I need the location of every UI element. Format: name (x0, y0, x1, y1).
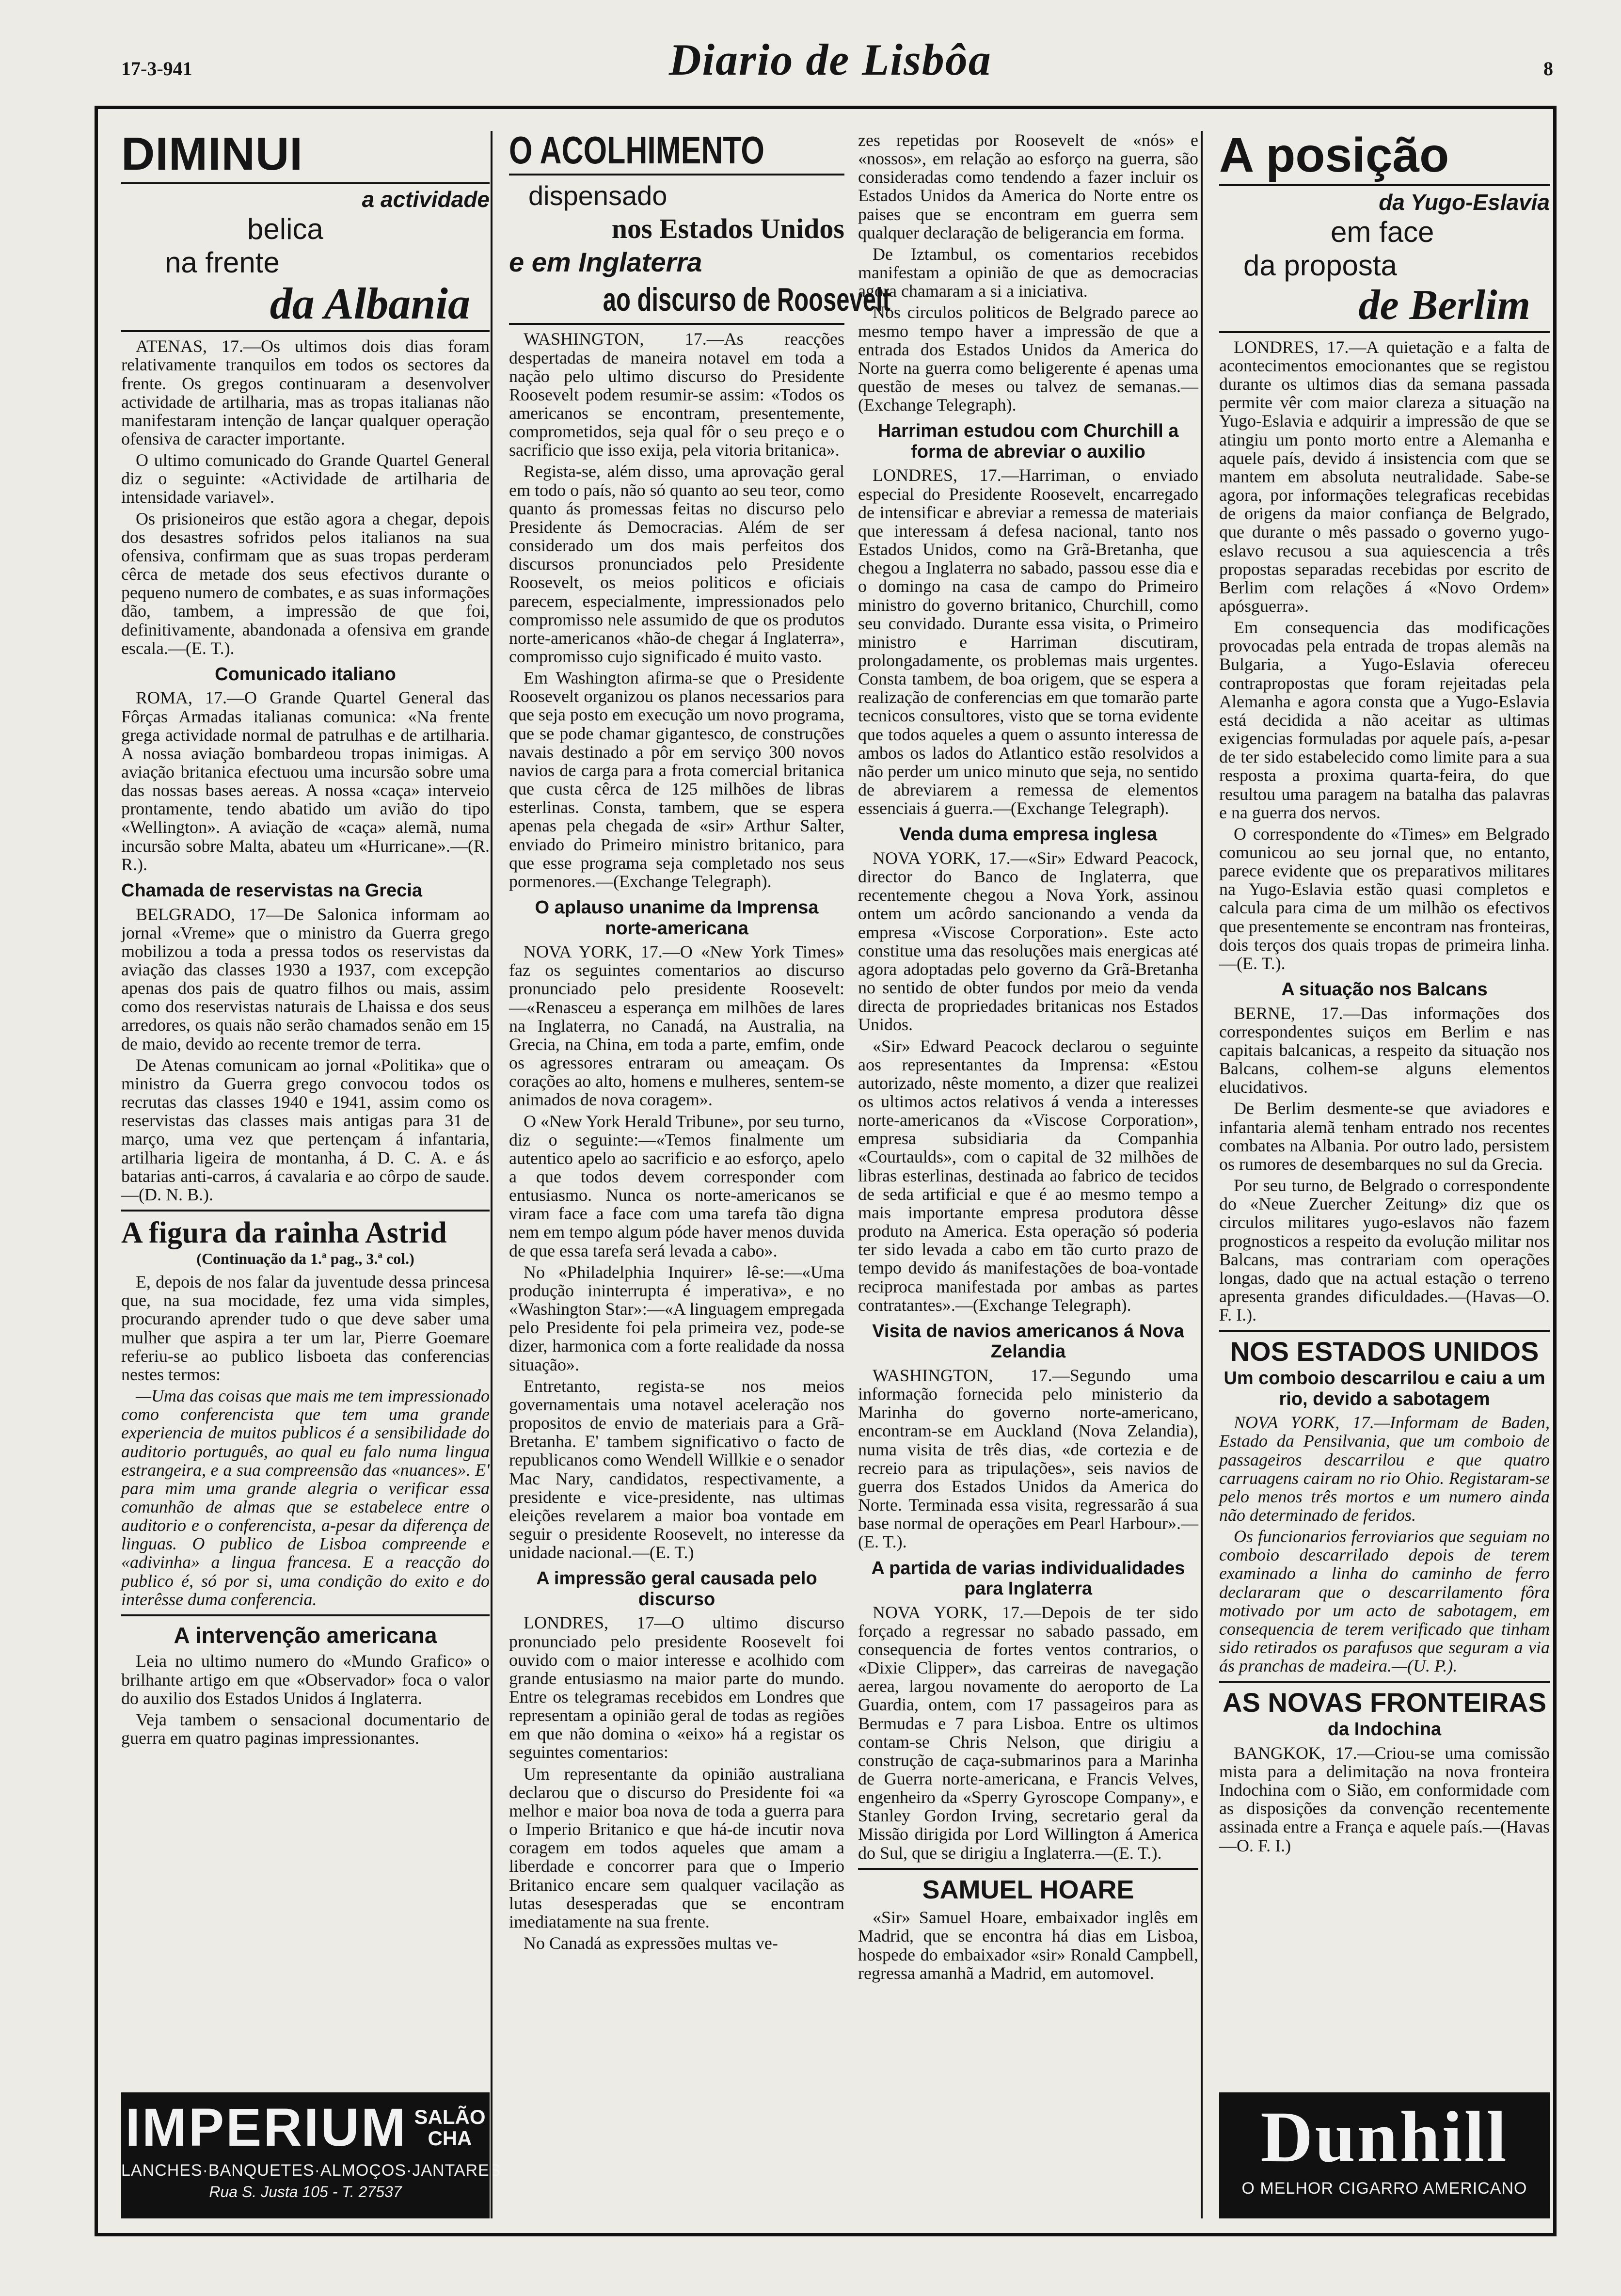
article-paragraph: WASHINGTON, 17.—As reacções despertadas de maneira notavel em toda a nação pelo ultimo discurso do Presidente Roosevelt podem resumir-se assim: «Todos os americanos se encontram, presentemente, comprometidos, seja qual fôr o seu preço e o sacrificio que isso exija, pela vitoria britanica». (509, 329, 844, 460)
ad-side-label: CHA (428, 2127, 472, 2150)
headline-inglaterra: e em Inglaterra (509, 246, 702, 277)
article-paragraph: LONDRES, 17.—A quietação e a falta de acontecimentos emocionantes que se registou durante os ultimos dias da semana passada permite vêr com maior clareza a situação na Yugo-Eslavia e adquirir a impressão de que se atingiu um ponto morto entre a Alemanha e aquele país, devido á insistencia com que se mantem em absoluta neutralidade. Sabe-se agora, por informações telegraficas recebidas de origens da maior confiança de Belgrado, que durante o mês passado o governo yugo-eslavo recusou a sua aquiescencia a três propostas separadas recebidas por escrito de Berlim com relações á «Novo Ordem» apósguerra». (1219, 337, 1550, 616)
article-paragraph: De Atenas comunicam ao jornal «Politika» que o ministro da Guerra grego convocou todos os recrutas das classes 1940 e 1941, assim como os reservistas das classes mais antigas para 31 de março, uma vez que pertençam á infantaria, artilharia ligeira de montanha, á D. C. A. e ás batarias anti-carros, á cavalaria e ao côrpo de saude.—(D. N. B.). (121, 1055, 490, 1204)
column-continued (844, 131, 1198, 2218)
subheading: Um comboio descarrilou e caiu a um rio, devido a sabotagem (1224, 1368, 1545, 1409)
headline-rule (509, 174, 844, 175)
headline-novas-fronteiras: AS NOVAS FRONTEIRAS (1223, 1687, 1546, 1718)
article-paragraph: «Sir» Samuel Hoare, embaixador inglês em Madrid, que se encontra há dias em Lisboa, hospede do embaixador «sir» Ronald Campbell, regressa amanhã a Madrid, em automovel. (858, 1908, 1198, 1983)
rule (121, 1614, 490, 1616)
headline-em-face: em face (1331, 216, 1434, 248)
headline-posicao: A posição (1219, 128, 1449, 182)
subheading: da Indochina (1327, 1719, 1442, 1740)
rule (121, 1210, 490, 1212)
headline-estados-unidos: nos Estados Unidos (611, 213, 844, 245)
subheading: A partida de varias individualidades para Inglaterra (871, 1558, 1185, 1599)
subheading: Visita de navios americanos á Nova Zelandia (872, 1321, 1184, 1362)
ad-brand: IMPERIUM (125, 2098, 408, 2157)
masthead (0, 0, 1621, 107)
subheading: A impressão geral causada pelo discurso (536, 1568, 817, 1610)
article-paragraph: —Uma das coisas que mais me tem impressionado como conferencista que tem uma grande experiencia de muitos publicos é a sensibilidade do auditorio português, ao qual eu falo numa lingua estrangeira, e a sua compreensão das «nuances». E' para mim uma grande alegria o verificar essa comunhão de almas que se estabelece entre o auditorio e o conferencista, a-pesar da diferença de linguas. O publico de Lisboa compreende e «adivinha» a lingua francesa. E a reacção do publico é, só por si, uma condição do exito e do interêsse duma conferencia. (121, 1386, 490, 1609)
article-paragraph: Os funcionarios ferroviarios que seguiam no comboio descarrilado depois de terem examinado a linha do caminho de ferro declararam que o descarrilamento fôra motivado por um acto de sabotagem, em consequencia de terem verificado que tinham sido retirados os parafusos que seguram a via ás pranchas de madeira.—(U. P.). (1219, 1527, 1550, 1676)
page-number: 8 (1543, 58, 1553, 80)
headline-estados-unidos-comboio: NOS ESTADOS UNIDOS (1230, 1336, 1539, 1367)
article-paragraph: No «Philadelphia Inquirer» lê-se:—«Uma produção ininterrupta é imperativa», e no «Washington Star»:—«A linguagem empregada pelo Presidente foi pela primeira vez, pode-se dizer, harmonica com a forte realidade da nossa situação». (509, 1262, 844, 1374)
article-paragraph: No Canadá as expressões multas ve- (524, 1933, 778, 1953)
rule (121, 330, 490, 332)
article-paragraph: O ultimo comunicado do Grande Quartel General diz o seguinte: «Actividade de artilharia de intensidade variavel». (121, 450, 490, 507)
imperium-advertisement (121, 2092, 501, 2218)
article-paragraph: Entretanto, regista-se nos meios governamentais uma notavel aceleração nos propositos de envio de materiais para a Grã-Bretanha. E' tambem significativo o facto de republicanos como Wendell Willkie e o senador Mac Nary, candidatos, respectivamente, a presidente e vice-presidente, nas ultimas eleições revelarem a maior boa vontade em seguir o presidente Roosevelt, no interesse da unidade nacional.—(E. T.) (509, 1376, 844, 1563)
subheading: Comunicado italiano (215, 664, 396, 685)
rule (858, 1868, 1198, 1870)
column-roosevelt (491, 128, 890, 2218)
article-paragraph: zes repetidas por Roosevelt de «nós» e «nossos», em relação ao esforço na guerra, são consideradas como tendendo a fazer incluir os Estados Unidos da America do Norte entre os paises que se encontram em guerra sem qualquer declaração de beligerancia em forma. (858, 130, 1198, 242)
headline-acolhimento: O ACOLHIMENTO (509, 128, 764, 172)
subheading: A intervenção americana (174, 1622, 437, 1648)
subheading: Harriman estudou com Churchill a forma de abreviar o auxilio (877, 421, 1179, 462)
ad-brand: Dunhill (1260, 2097, 1509, 2177)
article-paragraph: O «New York Herald Tribune», por seu turno, diz o seguinte:—«Temos finalmente um autentico apelo ao sacrificio e ao esforço, apelo a que todos devem corresponder com entusiasmo. Nunca os norte-americanos se viram face a face com uma tarefa tão digna nem em tempo algum póde haver menos duvida de que essa tarefa será levada a cabo». (509, 1111, 844, 1260)
article-paragraph: ATENAS, 17.—Os ultimos dois dias foram relativamente tranquilos em todos os sectores da frente. Os gregos continuaram a desenvolver actividade de artilharia, mas as tropas italianas não manifestaram intenção de lançar qualquer operação ofensiva de caracter importante. (121, 336, 490, 448)
subheading: Chamada de reservistas na Grecia (121, 880, 423, 901)
headline-discurso: ao discurso de Roosevelt (603, 281, 890, 318)
continuation-note: (Continuação da 1.ª pag., 3.ª col.) (196, 1250, 414, 1268)
ad-address: Rua S. Justa 105 - T. 27537 (209, 2183, 402, 2200)
article-paragraph: ROMA, 17.—O Grande Quartel General das Fôrças Armadas italianas comunica: «Na frente grega actividade normal de patrulhas e de artilharia. A nossa aviação bombardeou tropas inimigas. A aviação britanica efectuou uma incursão sobre uma das nossas bases aereas. A nossa «caça» interveio prontamente, tendo abatido um avião do tipo «Wellington». A aviação de «caça» alemã, numa incursão sobre Malta, abateu um «Hurricane».—(R. R.). (121, 688, 490, 874)
article-paragraph: «Sir» Edward Peacock declarou o seguinte aos representantes da Imprensa: «Estou autorizado, nêste momento, a dizer que realizei os ultimos actos relativos á venda a interesses norte-americanos da «Viscose Corporation», empresa subsidiaria da Companhia «Courtaulds», com o capital de 32 milhões de libras esterlinas, destinada ao fabrico de tecidos de seda artificial e que é ao mesmo tempo a mais importante empresa produtora dêsse produto na America. Esta operação só poderia ter sido levada a cabo em tão curto prazo de tempo devido ás manifestações de boa-vontade reciproca manifestada por ambas as partes contratantes».—(Exchange Telegraph). (858, 1036, 1198, 1315)
headline-rule (121, 182, 490, 184)
page-frame (95, 106, 1557, 2236)
subheading: Venda duma empresa inglesa (899, 824, 1158, 845)
article-paragraph: O correspondente do «Times» em Belgrado comunicou ao seu jornal que, no entanto, parece evidente que os preparativos militares na Yugo-Eslavia estão quasi completos e calcula para cima de um milhão os efectivos que presentemente se encontram nas fronteiras, dois terços dos quais tropas de primeira linha.—(E. T.). (1219, 824, 1550, 973)
rule (1219, 1330, 1550, 1332)
headline-yugo-eslavia: da Yugo-Eslavia (1379, 190, 1550, 215)
article-paragraph: Em Washington afirma-se que o Presidente Roosevelt organizou os planos necessarios para que seja posto em execução um novo programa, que se pode chamar gigantesco, de construções navais destinado a pôr em serviço 300 novos navios de carga para a frota comercial britanica que custa cêrca de 125 milhões de libras esterlinas. Consta, tambem, que se espera apenas pela chegada de «sir» Arthur Salter, enviado do Primeiro ministro britanico, para que esse programa seja completado nos seus pormenores.—(Exchange Telegraph). (509, 668, 844, 891)
headline-samuel-hoare: SAMUEL HOARE (922, 1875, 1134, 1904)
article-paragraph: NOVA YORK, 17.—O «New York Times» faz os seguintes comentarios ao discurso pronunciado pelo presidente Roosevelt:—«Renasceu a esperança em milhões de lares na Inglaterra, no Canadá, na Australia, na Grecia, na China, em toda a parte, emfim, onde os agressores entraram ou ameaçam. Os corações ao alto, homens e mulheres, sentem-se animados de nova coragem». (509, 942, 844, 1110)
column-albania (121, 128, 501, 2218)
article-paragraph: BERNE, 17.—Das informações dos correspondentes suiços em Berlim e nas capitais balcanicas, a respeito da situação nos Balcans, colhem-se alguns elementos elucidativos. (1219, 1003, 1550, 1097)
article-paragraph: Veja tambem o sensacional documentario de guerra em quatro paginas impressionantes. (121, 1709, 490, 1748)
headline-belica: belica (247, 213, 323, 245)
headline-proposta: da proposta (1243, 249, 1397, 282)
article-paragraph: Um representante da opinião australiana declarou que o discurso do Presidente foi «a melhor e maior boa nova de toda a guerra para o Imperio Britanico e que há-de incutir nova coragem em todos aqueles que amam a liberdade e concorrer para que o Imperio Britanico encare sem qualquer vacilação as lutas desesperadas que se encontram imediatamente na sua frente. (509, 1764, 844, 1931)
ad-side-label: SALÃO (414, 2105, 486, 2128)
headline-rule (1219, 184, 1550, 186)
rule (1219, 331, 1550, 333)
subheading: O aplauso unanime da Imprensa norte-americana (535, 897, 819, 939)
rule (1219, 1681, 1550, 1683)
dunhill-advertisement (1219, 2092, 1550, 2218)
article-paragraph: WASHINGTON, 17.—Segundo uma informação fornecida pelo ministerio da Marinha do governo norte-americano, encontram-se em Auckland (Nova Zelandia), numa visita de três dias, «de cortezia e de recreio para as tripulações», seis navios de guerra dos Estados Unidos da America do Norte. Terminada essa visita, regressarão á sua base normal de operações em Pearl Harbour».—(E. T.). (858, 1365, 1198, 1552)
headline-diminui: DIMINUI (121, 128, 303, 180)
article-paragraph: Regista-se, além disso, uma aprovação geral em todo o país, não só quanto ao seu teor, como quanto ás promessas feitas no discurso pelo Presidente ás Democracias. Além de ser considerado um dos mais perfeitos dos discursos pronunciados pelo Presidente Roosevelt, os meios politicos e oficiais parecem, especialmente, impressionados pelo compromisso nele assumido de que os produtos norte-americanos «hão-de chegar á Inglaterra», compromisso cujo significado é muito vasto. (509, 462, 844, 667)
article-paragraph: Leia no ultimo numero do «Mundo Grafico» o brilhante artigo em que «Observador» foca o valor do auxilio dos Estados Unidos á Inglaterra. (121, 1651, 490, 1708)
article-paragraph: Nos circulos politicos de Belgrado parece ao mesmo tempo haver a impressão de que a entrada dos Estados Unidos da America do Norte na guerra como beligerente é apenas uma questão de meses ou talvez de semanas.—(Exchange Telegraph). (858, 303, 1198, 415)
article-paragraph: Por seu turno, de Belgrado o correspondente do «Neue Zuercher Zeitung» diz que os circulos militares yugo-eslavos não fazem prognosticos a respeito da evolução militar nos Balcans, mas contrariam com operações longas, dado que na actual estação o terreno apresenta grandes dificuldades.—(Havas—O. F. I.). (1219, 1176, 1550, 1325)
rule (509, 323, 844, 325)
headline-actividade: a actividade (362, 187, 490, 212)
article-paragraph: NOVA YORK, 17.—«Sir» Edward Peacock, director do Banco de Inglaterra, que recentemente chegou a Nova York, assinou ontem um acôrdo sancionando a venda da empresa «Viscose Corporation». Este acto constitue uma das resoluções mais energicas até agora adoptadas pelo governo da Grã-Bretanha no sentido de obter fundos por meio da venda directa de propriedades britanicas nos Estados Unidos. (858, 848, 1198, 1035)
article-paragraph: LONDRES, 17—O ultimo discurso pronunciado pelo presidente Roosevelt foi ouvido com o maior interesse e acolhido com grande entusiasmo na maior parte do mundo. Entre os telegramas recebidos em Londres que representam a opinião geral de todas as regiões em que não domina o «eixo» há a registar os seguintes comentarios: (509, 1613, 844, 1762)
article-paragraph: BELGRADO, 17—De Salonica informam ao jornal «Vreme» que o ministro da Guerra grego mobilizou a toda a pressa todos os reservistas da aviação das classes 1930 a 1937, com excepção apenas dos pais de quatro filhos ou mais, assim como dos reservistas naturais de Lhaissa e dos seus arredores, os quais não serão chamados senão em 15 de maio, devido ao recente tremor de terra. (121, 904, 490, 1053)
headline-berlim: de Berlim (1358, 282, 1530, 329)
headline-dispensado: dispensado (528, 180, 667, 211)
article-paragraph: De Iztambul, os comentarios recebidos manifestam a opinião de que as democracias agora chamaram a si a iniciativa. (858, 244, 1198, 301)
article-paragraph: E, depois de nos falar da juventude dessa princesa que, na sua mocidade, fez uma vida simples, procurando aprender tudo o que deve saber uma mulher que aspira a ter um lar, Pierre Goemare referiu-se ao publico lisboeta das conferencias nestes termos: (121, 1272, 490, 1384)
article-paragraph: NOVA YORK, 17.—Depois de ter sido forçado a regressar no sabado passado, em consequencia de fortes ventos contrarios, o «Dixie Clipper», das carreiras de navegação aerea, largou novamente do aeroporto de La Guardia, ontem, com 17 passageiros para as Bermudas e 7 para Lisboa. Entre os ultimos contam-se Chris Nelson, que dirigiu a construção de caça-submarinos para a Marinha de Guerra norte-americana, e Francis Velves, engenheiro da «Sperry Gyroscope Company», e Stanley Gordon Irving, secretario geral da Missão dirigida por Lord Willington á America do Sul, que se dirigiu a Inglaterra.—(E. T.). (858, 1602, 1198, 1863)
ad-tagline: O MELHOR CIGARRO AMERICANO (1241, 2179, 1527, 2198)
article-paragraph: BANGKOK, 17.—Criou-se uma comissão mista para a delimitação na nova fronteira Indochina com o Sião, em conformidade com as disposições da convenção recentemente assinada entre a França e aquele país.—(Havas—O. F. I.) (1219, 1743, 1550, 1855)
newspaper-title: Diario de Lisbôa (669, 35, 992, 84)
ad-services: LANCHES·BANQUETES·ALMOÇOS·JANTARES (121, 2161, 501, 2180)
article-paragraph: LONDRES, 17.—Harriman, o enviado especial do Presidente Roosevelt, encarregado de intensificar e abreviar a remessa de materiais que interessam á defesa nacional, tanto nos Estados Unidos, como na Grã-Bretanha, que chegou a Inglaterra no sabado, passou esse dia e o domingo na casa de campo do Primeiro ministro do governo britanico, Churchill, como seu convidado. Durante essa visita, o Primeiro ministro e Harriman discutiram, prolongadamente, os problemas mais urgentes. Consta tambem, de boa origem, que se espera a realização de conferencias em que tomarão parte tecnicos consultores, visto que se torna evidente que todos aqueles a quem o assunto interessa de ambos os lados do Atlantico estão resolvidos a não perder um unico minuto que seja, no sentido de abreviarem a remessa de elementos essenciais á guerra.—(Exchange Telegraph). (858, 465, 1198, 818)
headline-na-frente: na frente (165, 246, 280, 279)
article-paragraph: NOVA YORK, 17.—Informam de Baden, Estado da Pensilvania, que um comboio de passageiros descarrilou e que quatro carruagens cairam no rio Ohio. Registaram-se pelo menos três mortos e um numero ainda não determinado de feridos. (1219, 1413, 1550, 1525)
column-yugoslavia (1201, 128, 1550, 2218)
article-paragraph: Em consequencia das modificações provocadas pela entrada de tropas alemãs na Bulgaria, a Yugo-Eslavia ofereceu contrapropostas que foram rejeitadas pela Alemanha e agora consta que a Yugo-Eslavia está decidida a não aceitar as ultimas exigencias formuladas por aquele país, a-pesar de ter sido estabelecido como limite para a sua resposta a proxima quarta-feira, do que resultou uma paragem na batalha das palavras e na guerra dos nervos. (1219, 618, 1550, 822)
issue-date: 17-3-941 (121, 58, 192, 80)
subheading: A situação nos Balcans (1281, 979, 1488, 1000)
article-paragraph: De Berlim desmente-se que aviadores e infantaria alemã tenham entrado nos recentes combates na Albania. Por outro lado, persistem os rumores de desembarques no sul da Grecia. (1219, 1099, 1550, 1174)
headline-albania: da Albania (270, 279, 470, 328)
headline-astrid: A figura da rainha Astrid (121, 1216, 447, 1249)
article-paragraph: Os prisioneiros que estão agora a chegar, depois dos desastres sofridos pelos italianos na sua ofensiva, confirmam que as suas tropas perderam cêrca de metade dos seus efectivos durante o pequeno numero de combates, e as suas informações dão, tambem, a impressão de que foi, definitivamente, abandonada a ofensiva em grande escala.—(E. T.). (121, 509, 490, 658)
